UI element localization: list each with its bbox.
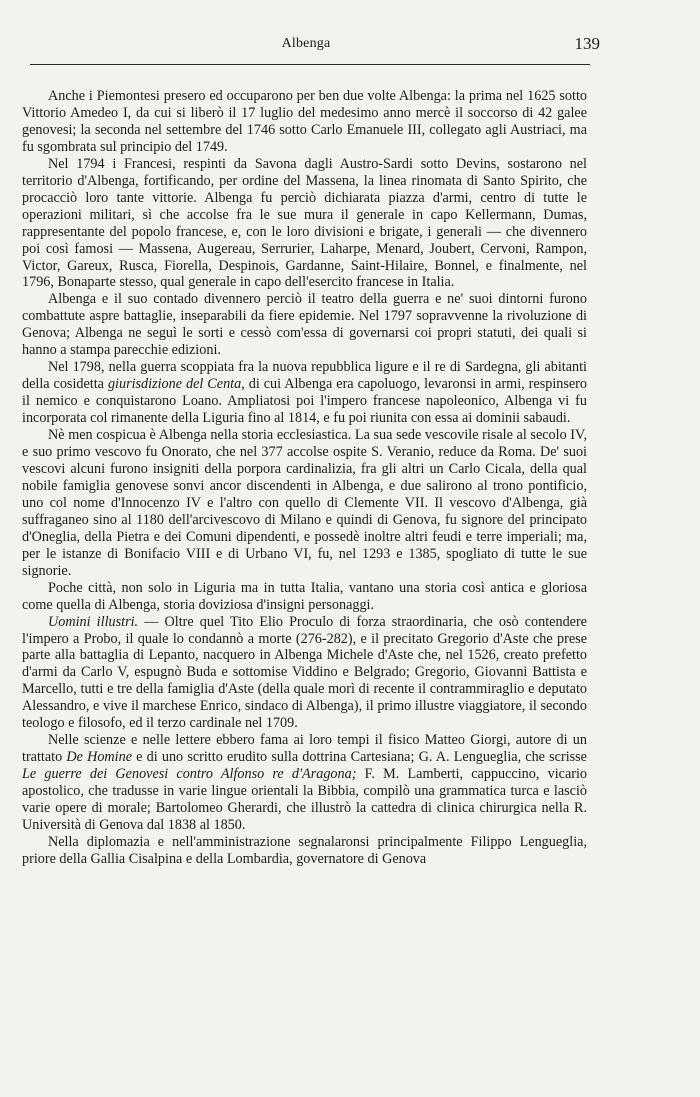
page-number: 139 bbox=[574, 34, 600, 53]
paragraph bbox=[22, 732, 587, 834]
paragraph-text: — Oltre quel Tito Elio Proculo di forza straordinaria, che osò contendere l'impero a Probo, il quale lo condannò a morte (276-282), e il precitato Gregorio d'Aste che prese parte alla battaglia di Lepanto, nacquero in Albenga Michele d'Aste che, nel 1526, creato prefetto d'armi da Carlo V, espugnò Buda e sottomise Viddino e Belgrado; Gregorio, Giovanni Battista e Marcello, tutti e tre della famiglia d'Aste (della quale morì di recente il contrammiraglio e deputato Alessandro, e vive il marchese Enrico, sindaco di Albenga), il primo illustre viaggiatore, il secondo teologo e filosofo, ed il terzo cardinale nel 1709. bbox=[22, 613, 587, 732]
paragraph: Nella diplomazia e nell'amministrazione segnalaronsi principalmente Filippo Lengueglia, priore della Gallia Cisalpina e della Lombardia, governatore di Genova bbox=[22, 833, 587, 867]
paragraph-text: F. M. Lamberti, cappuccino, vicario apostolico, che tradusse in varie lingue orientali la Bibbia, compilò una grammatica turca e lasciò varie opere di morale; Bartolomeo Gherardi, che illustrò la cattedra di clinica chirurgica nella R. Università di Genova dal 1838 al 1850. bbox=[22, 766, 587, 833]
paragraph-text: e di uno scritto erudito sulla dottrina Cartesiana; G. A. Lengueglia, che scrisse bbox=[132, 749, 587, 766]
book-title-italic: Le guerre dei Genovesi contro Alfonso re d'Aragona; bbox=[22, 766, 357, 783]
running-title: Albenga bbox=[281, 36, 331, 51]
paragraph: Albenga e il suo contado divennero perciò il teatro della guerra e ne' suoi dintorni furono combattute aspre battaglie, inseparabili da fiere epidemie. Nel 1797 sopravvenne la rivoluzione di Genova; Albenga ne seguì le sorti e cessò com'essa di governarsi coi propri statuti, dei quali si hanno a stampa parecchie edizioni. bbox=[22, 291, 587, 359]
body-text bbox=[22, 88, 587, 868]
header-rule bbox=[30, 64, 590, 65]
paragraph-text: Nelle scienze e nelle lettere ebbero fama ai loro tempi il fisico Matteo Giorgi, autore di un trattato bbox=[22, 732, 587, 766]
italic-phrase: giurisdizione del Centa bbox=[107, 376, 242, 393]
book-title-italic: De Homine bbox=[66, 749, 132, 766]
paragraph-text: Nel 1798, nella guerra scoppiata fra la nuova repubblica ligure e il re di Sardegna, gli abitanti della cosidetta bbox=[22, 359, 587, 393]
paragraph: Nel 1794 i Francesi, respinti da Savona dagli Austro-Sardi sotto Devins, sostarono nel territorio d'Albenga, fortificando, per ordine del Massena, la linea rinomata di Santo Spirito, che procacciò loro tante vittorie. Albenga fu perciò dichiarata piazza d'armi, centro di tutte le operazioni militari, sì che accolse fra le sue mura il generale in capo Kellermann, Dumas, rappresentante del popolo francese, e, con le loro divisioni e brigate, i generali — che divennero poi così famosi — Massena, Augereau, Serrurier, Laharpe, Menard, Joubert, Cervoni, Rampon, Victor, Gareux, Rusca, Fiorella, Despinois, Gardanne, Saint-Hilaire, Bonnel, e finalmente, nel 1796, Bonaparte stesso, qual generale in capo dell'esercito francese in Italia. bbox=[22, 155, 587, 291]
paragraph bbox=[22, 359, 587, 427]
running-header bbox=[22, 34, 600, 58]
paragraph-text: , di cui Albenga era capoluogo, levaronsi in armi, respinsero il nemico e conquistarono Loano. Ampliatosi poi l'impero francese napoleonico, Albenga vi fu incorporata col rimanente della Liguria fino al 1814, e fu poi riunita con essa ai dominii sabaudi. bbox=[22, 376, 587, 427]
paragraph bbox=[22, 614, 587, 733]
paragraph: Nè men cospicua è Albenga nella storia ecclesiastica. La sua sede vescovile risale al secolo IV, e suo primo vescovo fu Onorato, che nel 377 accolse ospite S. Veranio, reduce da Roma. De' suoi vescovi alcuni furono insigniti della porpora cardinalizia, fra gli altri un Carlo Cicala, della qual nobile famiglia genovese sonvi ancor discendenti in Albenga, e due salirono al trono pontificio, uno col nome d'Innocenzo IV e l'altro con quello di Clemente VII. Il vescovo d'Albenga, già suffraganeo sino al 1180 dell'arcivescovo di Milano e quindi di Genova, fu signore del principato d'Oneglia, della Pietra e dei Comuni dipendenti, e possedè inoltre altri feudi e terre imperiali; ma, per le istanze di Bonifacio VIII e di Urbano VI, fu, nel 1293 e 1385, spogliato di tutte le sue signorie. bbox=[22, 427, 587, 579]
paragraph: Anche i Piemontesi presero ed occuparono per ben due volte Albenga: la prima nel 1625 sotto Vittorio Amedeo I, da cui si liberò il 17 luglio del medesimo anno mercè il soccorso di 42 galee genovesi; la seconda nel settembre del 1746 sotto Carlo Emanuele III, collegato agli Austriaci, ma fu sgombrata sul principio del 1749. bbox=[22, 88, 587, 155]
paragraph: Poche città, non solo in Liguria ma in tutta Italia, vantano una storia così antica e gloriosa come quella di Albenga, storia doviziosa d'insigni personaggi. bbox=[22, 579, 587, 613]
section-heading-italic: Uomini illustri. bbox=[48, 613, 139, 630]
